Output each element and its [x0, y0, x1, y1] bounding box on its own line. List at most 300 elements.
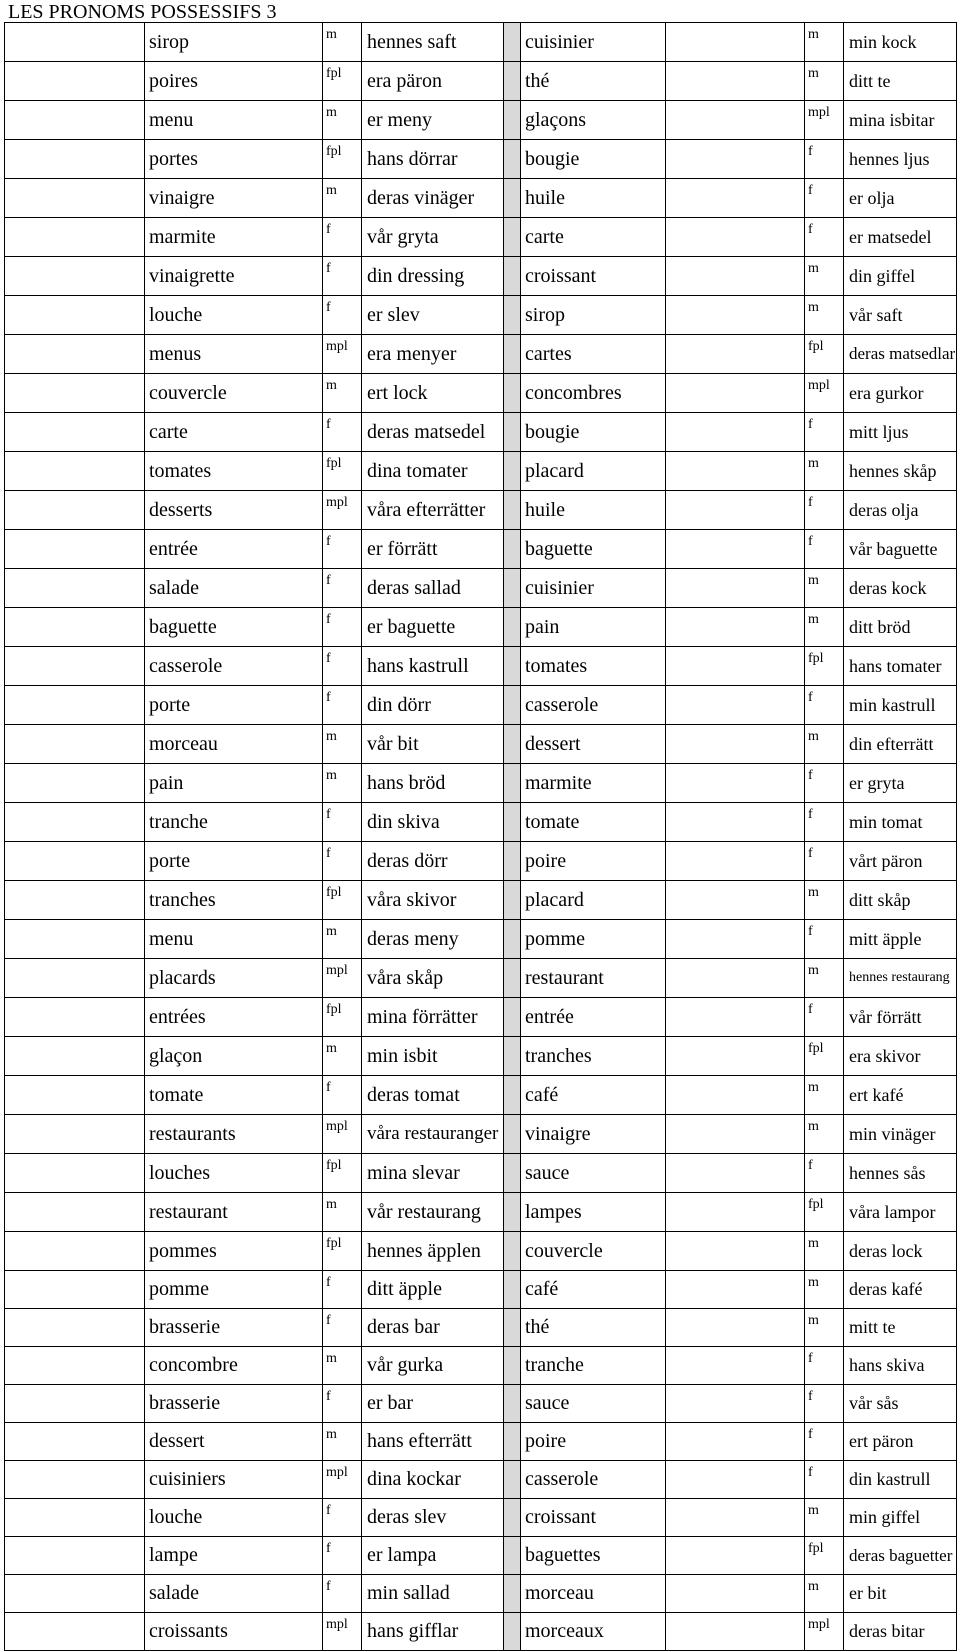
- swedish-answer-left: ert lock: [362, 374, 504, 413]
- blank-cell: [5, 1076, 145, 1115]
- swedish-answer-left: deras sallad: [362, 569, 504, 608]
- swedish-answer-left: vår restaurang: [362, 1193, 504, 1232]
- swedish-answer-left: mina förrätter: [362, 998, 504, 1037]
- swedish-answer-right: deras baguetter: [844, 1537, 957, 1575]
- swedish-answer-left: hans bröd: [362, 764, 504, 803]
- column-separator: [504, 1037, 521, 1076]
- french-word-left: louches: [145, 1154, 323, 1193]
- gender-right: m: [805, 569, 844, 608]
- french-word-right: poire: [521, 1423, 666, 1461]
- swedish-answer-right: min vinäger: [844, 1115, 957, 1154]
- blank-cell: [666, 1499, 805, 1537]
- french-word-left: glaçon: [145, 1037, 323, 1076]
- blank-cell: [666, 218, 805, 257]
- table-row: [5, 647, 957, 686]
- french-word-left: pomme: [145, 1271, 323, 1309]
- blank-cell: [666, 1232, 805, 1271]
- french-word-right: lampes: [521, 1193, 666, 1232]
- french-word-right: thé: [521, 62, 666, 101]
- gender-right: m: [805, 725, 844, 764]
- gender-left: mpl: [323, 335, 362, 374]
- french-word-left: tranches: [145, 881, 323, 920]
- swedish-answer-left: deras vinäger: [362, 179, 504, 218]
- swedish-answer-right: ditt bröd: [844, 608, 957, 647]
- gender-left: m: [323, 920, 362, 959]
- gender-right: fpl: [805, 335, 844, 374]
- gender-right: f: [805, 140, 844, 179]
- french-word-right: croissant: [521, 257, 666, 296]
- swedish-answer-right: min kastrull: [844, 686, 957, 725]
- swedish-answer-right: din giffel: [844, 257, 957, 296]
- swedish-answer-left: er förrätt: [362, 530, 504, 569]
- blank-cell: [5, 374, 145, 413]
- column-separator: [504, 1076, 521, 1115]
- table-row: [5, 998, 957, 1037]
- french-word-right: casserole: [521, 1461, 666, 1499]
- gender-left: mpl: [323, 1613, 362, 1651]
- column-separator: [504, 1423, 521, 1461]
- french-word-right: sirop: [521, 296, 666, 335]
- blank-cell: [5, 803, 145, 842]
- gender-left: fpl: [323, 1232, 362, 1271]
- french-word-right: pomme: [521, 920, 666, 959]
- swedish-answer-right: deras bitar: [844, 1613, 957, 1651]
- gender-left: f: [323, 1271, 362, 1309]
- blank-cell: [666, 179, 805, 218]
- french-word-right: tomate: [521, 803, 666, 842]
- french-word-left: brasserie: [145, 1385, 323, 1423]
- swedish-answer-right: er gryta: [844, 764, 957, 803]
- blank-cell: [5, 647, 145, 686]
- table-row: [5, 1309, 957, 1347]
- french-word-left: louche: [145, 1499, 323, 1537]
- french-word-right: baguette: [521, 530, 666, 569]
- column-separator: [504, 140, 521, 179]
- gender-left: fpl: [323, 452, 362, 491]
- french-word-right: cartes: [521, 335, 666, 374]
- blank-cell: [5, 491, 145, 530]
- table-row: [5, 23, 957, 62]
- blank-cell: [5, 1613, 145, 1651]
- gender-left: mpl: [323, 959, 362, 998]
- blank-cell: [666, 569, 805, 608]
- swedish-answer-right: ert kafé: [844, 1076, 957, 1115]
- swedish-answer-right: hennes ljus: [844, 140, 957, 179]
- column-separator: [504, 1271, 521, 1309]
- blank-cell: [5, 998, 145, 1037]
- gender-left: f: [323, 608, 362, 647]
- blank-cell: [666, 764, 805, 803]
- french-word-right: marmite: [521, 764, 666, 803]
- swedish-answer-right: vår förrätt: [844, 998, 957, 1037]
- blank-cell: [666, 920, 805, 959]
- page-title: LES PRONOMS POSSESSIFS 3: [8, 1, 277, 23]
- french-word-left: salade: [145, 569, 323, 608]
- gender-left: f: [323, 1309, 362, 1347]
- column-separator: [504, 218, 521, 257]
- french-word-right: carte: [521, 218, 666, 257]
- blank-cell: [666, 608, 805, 647]
- blank-cell: [5, 842, 145, 881]
- column-separator: [504, 257, 521, 296]
- swedish-answer-left: din dörr: [362, 686, 504, 725]
- gender-left: m: [323, 1037, 362, 1076]
- gender-right: mpl: [805, 101, 844, 140]
- blank-cell: [666, 1385, 805, 1423]
- blank-cell: [666, 101, 805, 140]
- table-row: [5, 1385, 957, 1423]
- french-word-right: café: [521, 1076, 666, 1115]
- gender-left: fpl: [323, 1154, 362, 1193]
- column-separator: [504, 413, 521, 452]
- gender-left: f: [323, 686, 362, 725]
- swedish-answer-right: mitt äpple: [844, 920, 957, 959]
- french-word-left: tomate: [145, 1076, 323, 1115]
- swedish-answer-left: våra skivor: [362, 881, 504, 920]
- gender-left: fpl: [323, 62, 362, 101]
- blank-cell: [666, 413, 805, 452]
- blank-cell: [666, 686, 805, 725]
- french-word-left: menu: [145, 101, 323, 140]
- blank-cell: [666, 1423, 805, 1461]
- column-separator: [504, 803, 521, 842]
- blank-cell: [5, 140, 145, 179]
- french-word-right: bougie: [521, 140, 666, 179]
- swedish-answer-left: dina tomater: [362, 452, 504, 491]
- french-word-left: louche: [145, 296, 323, 335]
- table-row: [5, 959, 957, 998]
- blank-cell: [5, 1037, 145, 1076]
- gender-left: f: [323, 1076, 362, 1115]
- gender-right: m: [805, 1575, 844, 1613]
- french-word-right: restaurant: [521, 959, 666, 998]
- table-row: [5, 1193, 957, 1232]
- swedish-answer-right: min kock: [844, 23, 957, 62]
- column-separator: [504, 764, 521, 803]
- french-word-right: tranche: [521, 1347, 666, 1385]
- gender-left: m: [323, 23, 362, 62]
- column-separator: [504, 686, 521, 725]
- swedish-answer-right: deras kafé: [844, 1271, 957, 1309]
- swedish-answer-right: ert päron: [844, 1423, 957, 1461]
- swedish-answer-left: deras tomat: [362, 1076, 504, 1115]
- french-word-right: tomates: [521, 647, 666, 686]
- swedish-answer-left: hans dörrar: [362, 140, 504, 179]
- swedish-answer-right: ditt skåp: [844, 881, 957, 920]
- blank-cell: [5, 101, 145, 140]
- swedish-answer-left: dina kockar: [362, 1461, 504, 1499]
- french-word-left: sirop: [145, 23, 323, 62]
- gender-right: m: [805, 881, 844, 920]
- french-word-left: lampe: [145, 1537, 323, 1575]
- french-word-left: menu: [145, 920, 323, 959]
- column-separator: [504, 23, 521, 62]
- blank-cell: [666, 1537, 805, 1575]
- gender-right: fpl: [805, 1193, 844, 1232]
- gender-left: m: [323, 1347, 362, 1385]
- column-separator: [504, 374, 521, 413]
- blank-cell: [5, 296, 145, 335]
- french-word-left: pain: [145, 764, 323, 803]
- gender-right: m: [805, 1271, 844, 1309]
- french-word-left: entrées: [145, 998, 323, 1037]
- swedish-answer-right: vår baguette: [844, 530, 957, 569]
- french-word-right: pain: [521, 608, 666, 647]
- french-word-left: restaurants: [145, 1115, 323, 1154]
- gender-left: m: [323, 725, 362, 764]
- blank-cell: [666, 1461, 805, 1499]
- swedish-answer-right: min tomat: [844, 803, 957, 842]
- table-row: [5, 62, 957, 101]
- blank-cell: [666, 1037, 805, 1076]
- swedish-answer-right: hennes sås: [844, 1154, 957, 1193]
- table-row: [5, 842, 957, 881]
- gender-left: fpl: [323, 881, 362, 920]
- gender-right: f: [805, 920, 844, 959]
- blank-cell: [666, 140, 805, 179]
- french-word-right: placard: [521, 452, 666, 491]
- swedish-answer-right: era gurkor: [844, 374, 957, 413]
- blank-cell: [5, 413, 145, 452]
- blank-cell: [666, 1115, 805, 1154]
- blank-cell: [5, 1232, 145, 1271]
- table-row: [5, 1499, 957, 1537]
- swedish-answer-right: vår sås: [844, 1385, 957, 1423]
- swedish-answer-left: min isbit: [362, 1037, 504, 1076]
- column-separator: [504, 101, 521, 140]
- swedish-answer-left: hennes saft: [362, 23, 504, 62]
- blank-cell: [5, 725, 145, 764]
- blank-cell: [5, 686, 145, 725]
- french-word-right: morceau: [521, 1575, 666, 1613]
- gender-right: f: [805, 1154, 844, 1193]
- blank-cell: [666, 374, 805, 413]
- gender-left: f: [323, 413, 362, 452]
- french-word-left: menus: [145, 335, 323, 374]
- swedish-answer-right: min giffel: [844, 1499, 957, 1537]
- gender-right: f: [805, 842, 844, 881]
- column-separator: [504, 998, 521, 1037]
- column-separator: [504, 881, 521, 920]
- table-row: [5, 1232, 957, 1271]
- gender-right: m: [805, 1309, 844, 1347]
- blank-cell: [666, 1309, 805, 1347]
- blank-cell: [666, 959, 805, 998]
- blank-cell: [5, 920, 145, 959]
- gender-left: f: [323, 569, 362, 608]
- french-word-left: couvercle: [145, 374, 323, 413]
- blank-cell: [5, 881, 145, 920]
- blank-cell: [5, 1575, 145, 1613]
- french-word-left: restaurant: [145, 1193, 323, 1232]
- swedish-answer-left: era menyer: [362, 335, 504, 374]
- gender-right: m: [805, 608, 844, 647]
- blank-cell: [666, 452, 805, 491]
- french-word-left: portes: [145, 140, 323, 179]
- blank-cell: [5, 23, 145, 62]
- swedish-answer-left: hennes äpplen: [362, 1232, 504, 1271]
- swedish-answer-left: er baguette: [362, 608, 504, 647]
- swedish-answer-right: deras lock: [844, 1232, 957, 1271]
- table-row: [5, 1037, 957, 1076]
- column-separator: [504, 62, 521, 101]
- gender-left: fpl: [323, 998, 362, 1037]
- swedish-answer-right: mina isbitar: [844, 101, 957, 140]
- table-row: [5, 686, 957, 725]
- gender-left: m: [323, 1193, 362, 1232]
- blank-cell: [666, 1154, 805, 1193]
- blank-cell: [666, 1193, 805, 1232]
- column-separator: [504, 452, 521, 491]
- gender-right: fpl: [805, 1537, 844, 1575]
- french-word-left: placards: [145, 959, 323, 998]
- swedish-answer-left: våra restauranger: [362, 1115, 504, 1154]
- table-row: [5, 1537, 957, 1575]
- column-separator: [504, 530, 521, 569]
- swedish-answer-right: mitt ljus: [844, 413, 957, 452]
- blank-cell: [5, 1347, 145, 1385]
- blank-cell: [5, 1385, 145, 1423]
- table-row: [5, 530, 957, 569]
- swedish-answer-left: hans gifflar: [362, 1613, 504, 1651]
- swedish-answer-left: er slev: [362, 296, 504, 335]
- gender-left: f: [323, 296, 362, 335]
- gender-right: f: [805, 998, 844, 1037]
- table-row: [5, 608, 957, 647]
- column-separator: [504, 647, 521, 686]
- column-separator: [504, 1575, 521, 1613]
- table-row: [5, 1271, 957, 1309]
- french-word-right: thé: [521, 1309, 666, 1347]
- swedish-answer-right: mitt te: [844, 1309, 957, 1347]
- gender-right: m: [805, 296, 844, 335]
- swedish-answer-left: våra efterrätter: [362, 491, 504, 530]
- column-separator: [504, 725, 521, 764]
- french-word-right: glaçons: [521, 101, 666, 140]
- french-word-left: salade: [145, 1575, 323, 1613]
- gender-left: mpl: [323, 1115, 362, 1154]
- french-word-left: vinaigre: [145, 179, 323, 218]
- column-separator: [504, 1309, 521, 1347]
- swedish-answer-left: er lampa: [362, 1537, 504, 1575]
- blank-cell: [666, 803, 805, 842]
- swedish-answer-left: vår bit: [362, 725, 504, 764]
- swedish-answer-right: er bit: [844, 1575, 957, 1613]
- swedish-answer-left: din skiva: [362, 803, 504, 842]
- gender-left: f: [323, 842, 362, 881]
- french-word-right: café: [521, 1271, 666, 1309]
- french-word-right: cuisinier: [521, 569, 666, 608]
- blank-cell: [666, 1575, 805, 1613]
- gender-right: m: [805, 1076, 844, 1115]
- blank-cell: [666, 881, 805, 920]
- blank-cell: [666, 1347, 805, 1385]
- column-separator: [504, 569, 521, 608]
- french-word-right: bougie: [521, 413, 666, 452]
- blank-cell: [5, 1193, 145, 1232]
- gender-left: f: [323, 803, 362, 842]
- column-separator: [504, 1385, 521, 1423]
- table-row: [5, 101, 957, 140]
- french-word-left: vinaigrette: [145, 257, 323, 296]
- table-row: [5, 569, 957, 608]
- gender-right: m: [805, 23, 844, 62]
- french-word-left: dessert: [145, 1423, 323, 1461]
- swedish-answer-left: deras meny: [362, 920, 504, 959]
- gender-right: m: [805, 452, 844, 491]
- blank-cell: [5, 764, 145, 803]
- table-row: [5, 179, 957, 218]
- blank-cell: [666, 335, 805, 374]
- french-word-right: huile: [521, 491, 666, 530]
- french-word-left: entrée: [145, 530, 323, 569]
- gender-right: f: [805, 686, 844, 725]
- gender-right: f: [805, 803, 844, 842]
- swedish-answer-left: hans kastrull: [362, 647, 504, 686]
- swedish-answer-right: hennes skåp: [844, 452, 957, 491]
- gender-right: f: [805, 218, 844, 257]
- french-word-left: tomates: [145, 452, 323, 491]
- gender-left: mpl: [323, 491, 362, 530]
- gender-left: f: [323, 530, 362, 569]
- french-word-right: placard: [521, 881, 666, 920]
- blank-cell: [666, 1613, 805, 1651]
- gender-right: f: [805, 1347, 844, 1385]
- french-word-right: poire: [521, 842, 666, 881]
- french-word-right: sauce: [521, 1154, 666, 1193]
- blank-cell: [5, 1115, 145, 1154]
- swedish-answer-left: min sallad: [362, 1575, 504, 1613]
- gender-right: m: [805, 257, 844, 296]
- gender-right: mpl: [805, 1613, 844, 1651]
- swedish-answer-left: mina slevar: [362, 1154, 504, 1193]
- gender-left: f: [323, 218, 362, 257]
- swedish-answer-left: deras bar: [362, 1309, 504, 1347]
- gender-right: fpl: [805, 647, 844, 686]
- gender-right: f: [805, 764, 844, 803]
- blank-cell: [666, 296, 805, 335]
- french-word-left: morceau: [145, 725, 323, 764]
- table-row: [5, 452, 957, 491]
- swedish-answer-left: er meny: [362, 101, 504, 140]
- column-separator: [504, 1461, 521, 1499]
- blank-cell: [666, 23, 805, 62]
- column-separator: [504, 491, 521, 530]
- french-word-left: baguette: [145, 608, 323, 647]
- gender-right: m: [805, 1499, 844, 1537]
- blank-cell: [666, 725, 805, 764]
- gender-left: m: [323, 101, 362, 140]
- blank-cell: [666, 62, 805, 101]
- column-separator: [504, 842, 521, 881]
- gender-left: m: [323, 1423, 362, 1461]
- french-word-right: sauce: [521, 1385, 666, 1423]
- french-word-right: dessert: [521, 725, 666, 764]
- vocabulary-table: [4, 22, 957, 1651]
- french-word-right: huile: [521, 179, 666, 218]
- french-word-right: concombres: [521, 374, 666, 413]
- blank-cell: [666, 842, 805, 881]
- swedish-answer-right: hans skiva: [844, 1347, 957, 1385]
- gender-right: f: [805, 491, 844, 530]
- swedish-answer-right: er olja: [844, 179, 957, 218]
- swedish-answer-left: deras slev: [362, 1499, 504, 1537]
- swedish-answer-right: deras olja: [844, 491, 957, 530]
- french-word-left: carte: [145, 413, 323, 452]
- gender-right: m: [805, 62, 844, 101]
- french-word-left: cuisiniers: [145, 1461, 323, 1499]
- table-row: [5, 1115, 957, 1154]
